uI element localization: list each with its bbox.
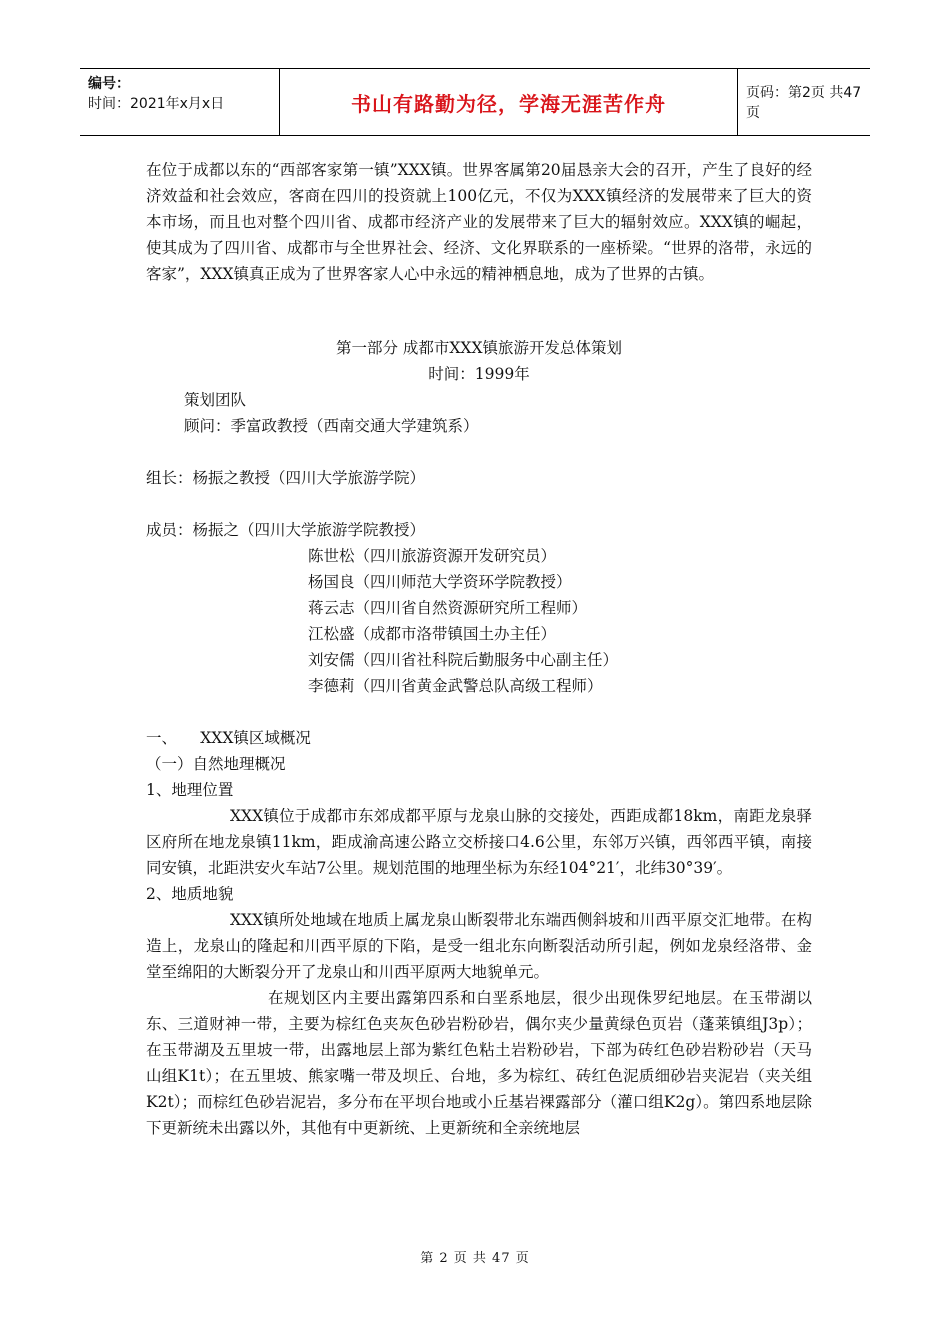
item-heading-geology: 2、地质地貌	[146, 885, 234, 903]
part-time: 时间：1999年	[428, 365, 530, 383]
spacer	[146, 699, 812, 725]
header-meta-cell	[80, 69, 280, 135]
member-line: 杨国良（四川师范大学资环学院教授）	[308, 573, 572, 591]
member-line: 陈世松（四川旅游资源开发研究员）	[308, 547, 557, 565]
members-first-line: 成员：杨振之（四川大学旅游学院教授）	[146, 521, 426, 539]
part-title: 第一部分 成都市XXX镇旅游开发总体策划	[335, 339, 623, 357]
member-line: 江松盛（成都市洛带镇国土办主任）	[308, 625, 557, 643]
section-heading: 一、 XXX镇区域概况	[146, 729, 311, 747]
header-table	[80, 68, 870, 136]
location-paragraph: XXX镇位于成都市东郊成都平原与龙泉山脉的交接处，西距成都18km，南距龙泉驿区府所在地龙泉镇11km，距成渝高速公路立交桥接口4.6公里，东邻万兴镇，西邻西平镇，南接同安镇，北距洪安火车站7公里。规划范围的地理坐标为东经104°21′，北纬30°39′。	[146, 807, 812, 877]
page-footer: 第 2 页 共 47 页	[420, 1251, 530, 1266]
leader-line: 组长：杨振之教授（四川大学旅游学院）	[146, 469, 426, 487]
geology-paragraph-2: 在规划区内主要出露第四系和白垩系地层，很少出现侏罗纪地层。在玉带湖以东、三道财神一带，主要为棕红色夹灰色砂岩粉砂岩，偶尔夹少量黄绿色页岩（蓬莱镇组J3p）；在玉带湖及五里坡一带，出露地层上部为紫红色粘土岩粉砂岩，下部为砖红色砂岩粉砂岩（天马山组K1t）；在五里坡、熊家嘴一带及坝丘、台地，多为棕红、砖红色泥质细砂岩夹泥岩（夹关组K2t）；而棕红色砂岩泥岩，多分布在平坝台地或小丘基岩裸露部分（灌口组K2g）。第四系地层除下更新统未出露以外，其他有中更新统、上更新统和全亲统地层	[146, 989, 812, 1137]
intro-paragraph: 在位于成都以东的“西部客家第一镇”XXX镇。世界客属第20届恳亲大会的召开，产生了良好的经济效益和社会效应，客商在四川的投资就上100亿元，不仅为XXX镇经济的发展带来了巨大的资本市场，而且也对整个四川省、成都市经济产业的发展带来了巨大的辐射效应。XXX镇的崛起，使其成为了四川省、成都市与全世界社会、经济、文化界联系的一座桥梁。“世界的洛带，永远的客家”，XXX镇真正成为了世界客家人心中永远的精神栖息地，成为了世界的古镇。	[146, 161, 812, 283]
spacer	[146, 491, 812, 517]
member-line: 刘安儒（四川省社科院后勤服务中心副主任）	[308, 651, 619, 669]
item-heading-location: 1、地理位置	[146, 781, 234, 799]
spacer	[146, 439, 812, 465]
member-line: 李德莉（四川省黄金武警总队高级工程师）	[308, 677, 603, 695]
team-title: 策划团队	[184, 391, 247, 409]
number-label: 编号：	[88, 76, 130, 92]
advisor-line: 顾问：季富政教授（西南交通大学建筑系）	[184, 417, 479, 435]
time-label: 时间：2021年x月x日	[88, 96, 225, 112]
subsection-heading: （一）自然地理概况	[146, 755, 286, 773]
member-line: 蒋云志（四川省自然资源研究所工程师）	[308, 599, 588, 617]
header-motto: 书山有路勤为径，学海无涯苦作舟	[280, 69, 738, 135]
geology-paragraph-1: XXX镇所处地域在地质上属龙泉山断裂带北东端西侧斜坡和川西平原交汇地带。在构造上，龙泉山的隆起和川西平原的下陷，是受一组北东向断裂活动所引起，例如龙泉经洛带、金堂至绵阳的大断裂分开了龙泉山和川西平原两大地貌单元。	[146, 911, 812, 981]
header-page-code: 页码：第2页 共47页	[746, 85, 862, 121]
spacer	[146, 287, 812, 335]
document-body	[146, 157, 812, 1141]
